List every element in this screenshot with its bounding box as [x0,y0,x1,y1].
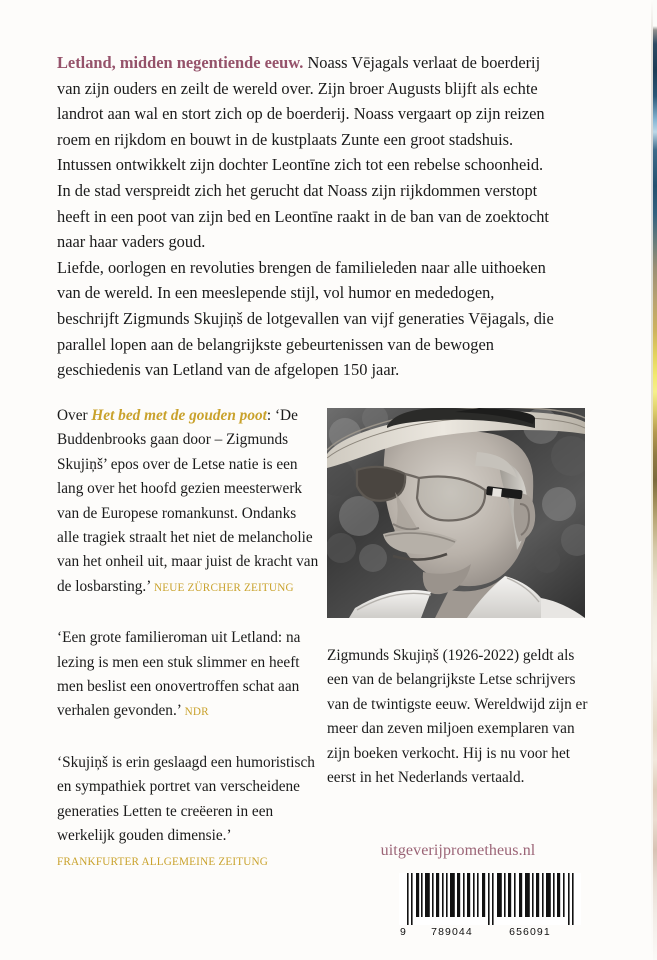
reviews-column [57,404,319,874]
barcode-bars [399,873,581,925]
author-bio-text: Zigmunds Skujiņš (1926-2022) geldt als een van de belangrijkste Letse schrijvers van de twintigste eeuw. Wereldwijd zijn er meer dan zeven miljoen exemplaren van zijn boeken verkocht. Hij is nu voor het eerst in het Nederlands vertaald. [327,647,588,787]
review-quote-2 [57,626,319,725]
publisher-url[interactable]: uitgeverijprometheus.nl [380,842,536,859]
barcode-digit-group-2: 789044 [431,926,473,938]
review-quote-3-source: FRANKFURTER ALLGEMEINE ZEITUNG [57,855,269,868]
author-bio [327,644,589,790]
blurb-paragraph-2: Intussen ontwikkelt zijn dochter Leontīne zich tot een rebelse schoonheid. In de stad verspreidt zich het gerucht dat Noass zijn rijkdommen verstopt heeft in een poot van zijn bed en Leontīne raakt in de ban van de zoektocht naar haar vaders goud. [57,155,549,252]
review-quote-1-text: ‘De Buddenbrooks gaan door – Zigmunds Skujiņš’ epos over de Letse natie is een lang over het hoofd gezien meesterwerk van de Europese romankunst. Ondanks alle tragiek straalt het niet de melancholie van het onheil uit, maar juist de kracht van de losbarsting.’ [57,407,319,595]
referenced-book-title: Het bed met de gouden poot [91,407,267,424]
review-quote-1-source: NEUE ZÜRCHER ZEITUNG [154,581,294,594]
blurb-paragraph-1 [57,50,555,152]
barcode-digit-group-3: 656091 [509,926,551,938]
review-quote-3 [57,751,319,874]
blurb-lead-in: Letland, midden negentiende eeuw. [57,53,304,72]
book-blurb [57,50,555,383]
review-quote-2-source: NDR [184,706,209,719]
review-intro-prefix: Over [57,407,92,424]
blurb-paragraph-1-rest: Noass Vējagals verlaat de boerderij van zijn ouders en zeilt de wereld over. Zijn broer Augusts blijft als echte landrot aan wal en stort zich op de boerderij. Noass vergaart op zijn reizen roem en rijkdom en bouwt in de kustplaats Zunte een groot stadshuis. [57,53,545,149]
review-quote-1 [57,404,319,600]
author-portrait-illustration [327,408,585,618]
review-quote-2-text: ‘Een grote familieroman uit Letland: na lezing is men een stuk slimmer en heeft men beslist een onovertroffen schat aan verhalen gevonden.’ [57,629,301,720]
author-portrait-photo [327,408,585,618]
review-quote-3-text: ‘Skujiņš is erin geslaagd een humoristisch en sympathiek portret van verscheidene generaties Letten te creëeren in een werkelijk gouden dimensie.’ [57,753,315,845]
blurb-paragraph-3: Liefde, oorlogen en revoluties brengen de familieleden naar alle uithoeken van de wereld. In een meeslepende stijl, vol humor en mededogen, beschrijft Zigmunds Skujiņš de lotgevallen van vijf generaties Vējagals, die parallel lopen aan de belangrijkste gebeurtenissen van de bewogen geschiedenis van Letland van de afgelopen 150 jaar. [57,257,554,380]
barcode-digit-group-1: 9 [400,926,407,938]
isbn-barcode [399,873,581,938]
barcode-digits [399,926,581,938]
front-cover-edge-strip [653,0,657,960]
review-intro-suffix: : [266,407,272,424]
